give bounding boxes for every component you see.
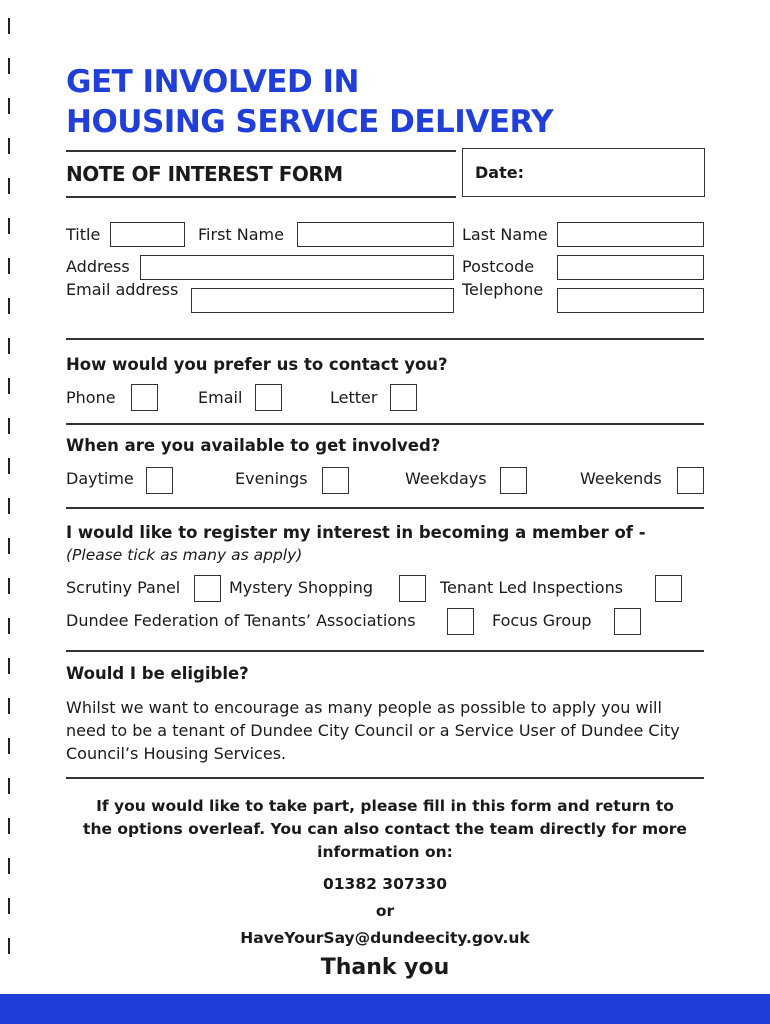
closing-text	[66, 795, 704, 864]
eligibility-line: need to be a tenant of Dundee City Council or a Service User of Dundee City	[66, 721, 680, 740]
availability-weekdays-label: Weekdays	[405, 469, 487, 488]
divider	[66, 423, 704, 425]
availability-question: When are you available to get involved?	[66, 436, 441, 455]
telephone-label: Telephone	[462, 280, 544, 299]
thank-you: Thank you	[320, 955, 450, 980]
contact-option-email-label: Email	[198, 388, 243, 407]
cut-mark	[8, 378, 10, 394]
first-name-field[interactable]	[297, 222, 454, 247]
contact-question: How would you prefer us to contact you?	[66, 355, 448, 374]
cut-mark	[8, 258, 10, 274]
address-field[interactable]	[140, 255, 454, 280]
form-heading: NOTE OF INTEREST FORM	[66, 162, 343, 186]
cut-mark	[8, 58, 10, 74]
title-field[interactable]	[110, 222, 185, 247]
membership-focus-group-label: Focus Group	[492, 611, 592, 630]
divider	[66, 507, 704, 509]
cut-mark	[8, 738, 10, 754]
title-label: Title	[66, 225, 101, 244]
divider	[66, 196, 456, 198]
closing-line: If you would like to take part, please fill in this form and return to	[96, 797, 674, 815]
membership-dundee-federation-checkbox[interactable]	[447, 608, 474, 635]
contact-email-checkbox[interactable]	[255, 384, 282, 411]
first-name-label: First Name	[198, 225, 284, 244]
membership-mystery-shopping-label: Mystery Shopping	[229, 578, 373, 597]
availability-daytime-label: Daytime	[66, 469, 134, 488]
membership-focus-group-checkbox[interactable]	[614, 608, 641, 635]
contact-email-address[interactable]: HaveYourSay@dundeecity.gov.uk	[240, 929, 530, 947]
cut-mark	[8, 538, 10, 554]
cut-mark	[8, 138, 10, 154]
membership-dundee-federation-label: Dundee Federation of Tenants’ Associations	[66, 611, 416, 630]
availability-weekends-label: Weekends	[580, 469, 662, 488]
date-field[interactable]	[462, 148, 705, 197]
availability-weekdays-checkbox[interactable]	[500, 467, 527, 494]
contact-letter-checkbox[interactable]	[390, 384, 417, 411]
cut-mark	[8, 778, 10, 794]
membership-note: (Please tick as many as apply)	[66, 546, 303, 564]
divider	[66, 338, 704, 340]
cut-mark	[8, 418, 10, 434]
membership-tenant-led-inspections-label: Tenant Led Inspections	[440, 578, 624, 597]
date-label: Date:	[475, 163, 524, 182]
cut-mark	[8, 178, 10, 194]
availability-evenings-checkbox[interactable]	[322, 467, 349, 494]
page-title-line1: GET INVOLVED IN	[66, 64, 359, 100]
cut-mark	[8, 338, 10, 354]
contact-option-letter-label: Letter	[330, 388, 378, 407]
divider	[66, 777, 704, 779]
cut-mark	[8, 218, 10, 234]
membership-question: I would like to register my interest in becoming a member of -	[66, 523, 646, 542]
page-title	[66, 62, 553, 142]
postcode-label: Postcode	[462, 257, 535, 276]
membership-scrutiny-panel-label: Scrutiny Panel	[66, 578, 181, 597]
cut-mark	[8, 898, 10, 914]
availability-daytime-checkbox[interactable]	[146, 467, 173, 494]
contact-option-phone-label: Phone	[66, 388, 116, 407]
cut-mark	[8, 458, 10, 474]
page-title-line2: HOUSING SERVICE DELIVERY	[66, 104, 554, 140]
cut-mark	[8, 858, 10, 874]
contact-phone-checkbox[interactable]	[131, 384, 158, 411]
contact-phone-number: 01382 307330	[322, 875, 448, 893]
closing-line: the options overleaf. You can also contact the team directly for more	[83, 820, 687, 838]
membership-mystery-shopping-checkbox[interactable]	[399, 575, 426, 602]
closing-or: or	[375, 902, 395, 920]
cut-mark	[8, 658, 10, 674]
last-name-field[interactable]	[557, 222, 704, 247]
cut-mark	[8, 578, 10, 594]
cut-marks	[8, 0, 12, 990]
address-label: Address	[66, 257, 130, 276]
closing-line: information on:	[317, 843, 453, 861]
eligibility-line: Whilst we want to encourage as many people as possible to apply you will	[66, 698, 662, 717]
cut-mark	[8, 938, 10, 954]
cut-mark	[8, 298, 10, 314]
divider	[66, 150, 456, 152]
postcode-field[interactable]	[557, 255, 704, 280]
eligibility-text	[66, 696, 716, 765]
membership-tenant-led-inspections-checkbox[interactable]	[655, 575, 682, 602]
membership-scrutiny-panel-checkbox[interactable]	[194, 575, 221, 602]
email-address-field[interactable]	[191, 288, 454, 313]
last-name-label: Last Name	[462, 225, 548, 244]
bottom-brand-bar	[0, 994, 770, 1024]
cut-mark	[8, 618, 10, 634]
eligibility-question: Would I be eligible?	[66, 664, 249, 683]
cut-mark	[8, 698, 10, 714]
telephone-field[interactable]	[557, 288, 704, 313]
cut-mark	[8, 18, 10, 34]
divider	[66, 650, 704, 652]
cut-mark	[8, 818, 10, 834]
cut-mark	[8, 98, 10, 114]
availability-evenings-label: Evenings	[235, 469, 308, 488]
eligibility-line: Council’s Housing Services.	[66, 744, 287, 763]
availability-weekends-checkbox[interactable]	[677, 467, 704, 494]
email-address-label: Email address	[66, 280, 179, 299]
cut-mark	[8, 498, 10, 514]
